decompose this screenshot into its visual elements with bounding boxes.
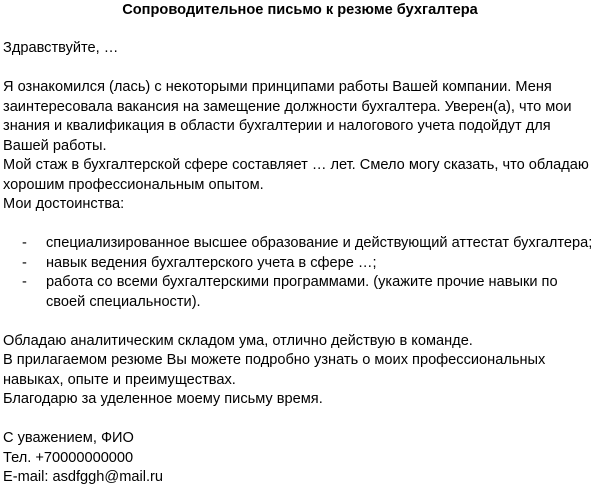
dash-bullet: - bbox=[22, 274, 27, 290]
closing-line: навыках, опыте и преимуществах. bbox=[3, 371, 236, 388]
greeting: Здравствуйте, … bbox=[3, 40, 119, 56]
signature-email: E-mail: asdfggh@mail.ru bbox=[3, 469, 163, 485]
intro-paragraph bbox=[3, 78, 597, 156]
list-item bbox=[3, 254, 597, 274]
cover-letter-document bbox=[3, 0, 597, 488]
closing-paragraph bbox=[3, 332, 597, 410]
signature-block bbox=[3, 429, 597, 488]
signature-phone: Тел. +70000000000 bbox=[3, 449, 134, 466]
dash-bullet: - bbox=[22, 254, 27, 271]
experience-paragraph bbox=[3, 156, 597, 195]
merits-list bbox=[3, 234, 597, 312]
list-item-text: работа со всеми бухгалтерскими программами. (укажите прочие навыки по bbox=[46, 274, 558, 290]
closing-line: Благодарю за уделенное моему письму время. bbox=[3, 391, 323, 407]
list-item-text: навык ведения бухгалтерского учета в сфере …; bbox=[46, 254, 377, 271]
intro-line: Вашей работы. bbox=[3, 137, 107, 154]
experience-line: Мой стаж в бухгалтерской сфере составляет … лет. Смело могу сказать, что обладаю bbox=[3, 157, 589, 173]
merits-heading: Мои достоинства: bbox=[3, 196, 125, 212]
experience-line: хорошим профессиональным опытом. bbox=[3, 176, 264, 193]
intro-line: знания и квалификация в области бухгалтерии и налогового учета подойдут для bbox=[3, 118, 551, 134]
list-item-text: специализированное высшее образование и действующий аттестат бухгалтера; bbox=[46, 235, 593, 251]
intro-line: Я ознакомился (лась) с некоторыми принципами работы Вашей компании. Меня bbox=[3, 79, 552, 95]
list-item-text: своей специальности). bbox=[46, 293, 201, 310]
closing-line: Обладаю аналитическим складом ума, отлично действую в команде. bbox=[3, 332, 473, 349]
intro-line: заинтересовала вакансия на замещение должности бухгалтера. Уверен(а), что мои bbox=[3, 98, 572, 115]
signature-regards: С уважением, ФИО bbox=[3, 430, 134, 446]
dash-bullet: - bbox=[22, 235, 27, 251]
list-item bbox=[3, 234, 597, 254]
document-title: Сопроводительное письмо к резюме бухгалтера bbox=[122, 2, 478, 18]
list-item bbox=[3, 273, 597, 312]
closing-line: В прилагаемом резюме Вы можете подробно узнать о моих профессиональных bbox=[3, 352, 546, 368]
